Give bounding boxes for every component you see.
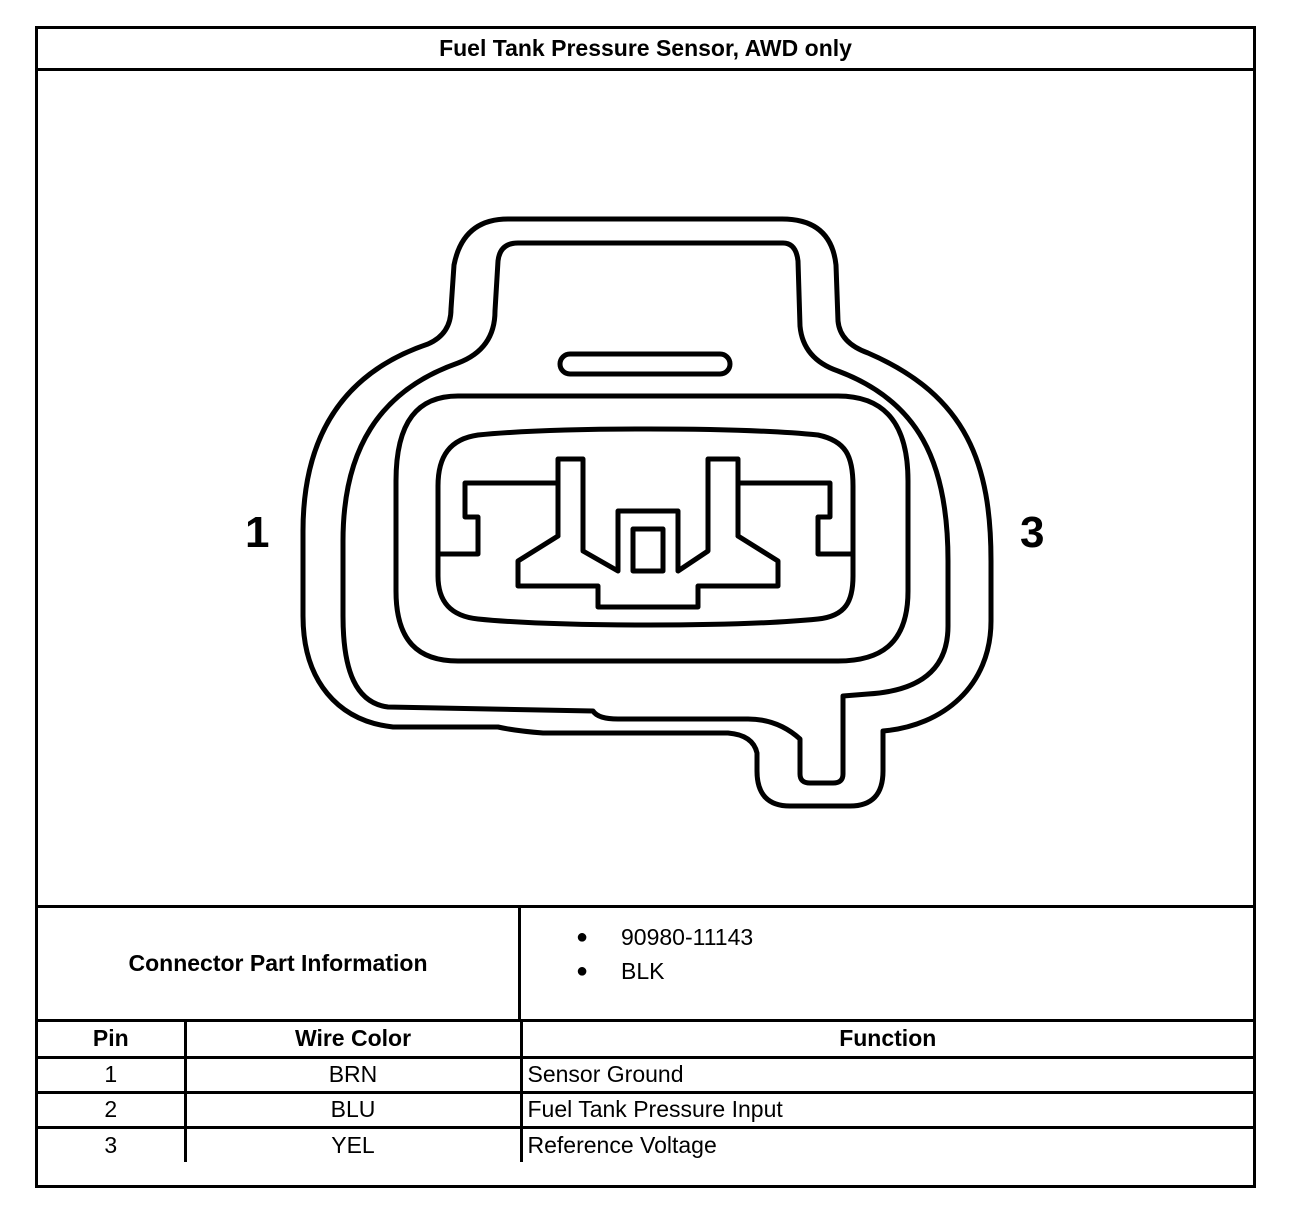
wire-color: BRN: [185, 1057, 521, 1092]
part-number: 90980-11143: [621, 923, 754, 950]
terminal-center-post: [558, 459, 738, 571]
connector-color-item: [576, 954, 1253, 988]
pin-function: Fuel Tank Pressure Input: [521, 1092, 1253, 1127]
pin-number: 3: [38, 1127, 185, 1162]
wire-color: BLU: [185, 1092, 521, 1127]
header-pin: Pin: [38, 1022, 185, 1057]
connector-part-info: [38, 905, 1253, 1022]
pin-1-label: 1: [245, 508, 270, 557]
page-title: Fuel Tank Pressure Sensor, AWD only: [38, 29, 1253, 71]
pinout-header-row: [38, 1022, 1253, 1057]
pinout-table: [38, 1022, 1253, 1162]
key-slot: [560, 354, 730, 374]
pin-function: Reference Voltage: [521, 1127, 1253, 1162]
header-function: Function: [521, 1022, 1253, 1057]
table-row: [38, 1057, 1253, 1092]
terminal-blade-outline: [438, 483, 853, 607]
header-wire-color: Wire Color: [185, 1022, 521, 1057]
pin-number: 1: [38, 1057, 185, 1092]
table-row: [38, 1127, 1253, 1162]
connector-color: BLK: [621, 957, 665, 984]
connector-part-info-values: [521, 908, 1253, 1019]
pin-number: 2: [38, 1092, 185, 1127]
wire-color: YEL: [185, 1127, 521, 1162]
connector-sheet: [35, 26, 1256, 1188]
connector-face-drawing: [38, 71, 1253, 905]
terminal-center-stem: [633, 529, 663, 571]
bullet-icon: ●: [576, 959, 589, 982]
connector-part-info-label: Connector Part Information: [38, 908, 521, 1019]
connector-diagram: [38, 71, 1253, 905]
bullet-icon: ●: [576, 925, 589, 948]
table-row: [38, 1092, 1253, 1127]
pin-3-label: 3: [1020, 508, 1045, 557]
part-number-item: [576, 920, 1253, 954]
pin-function: Sensor Ground: [521, 1057, 1253, 1092]
